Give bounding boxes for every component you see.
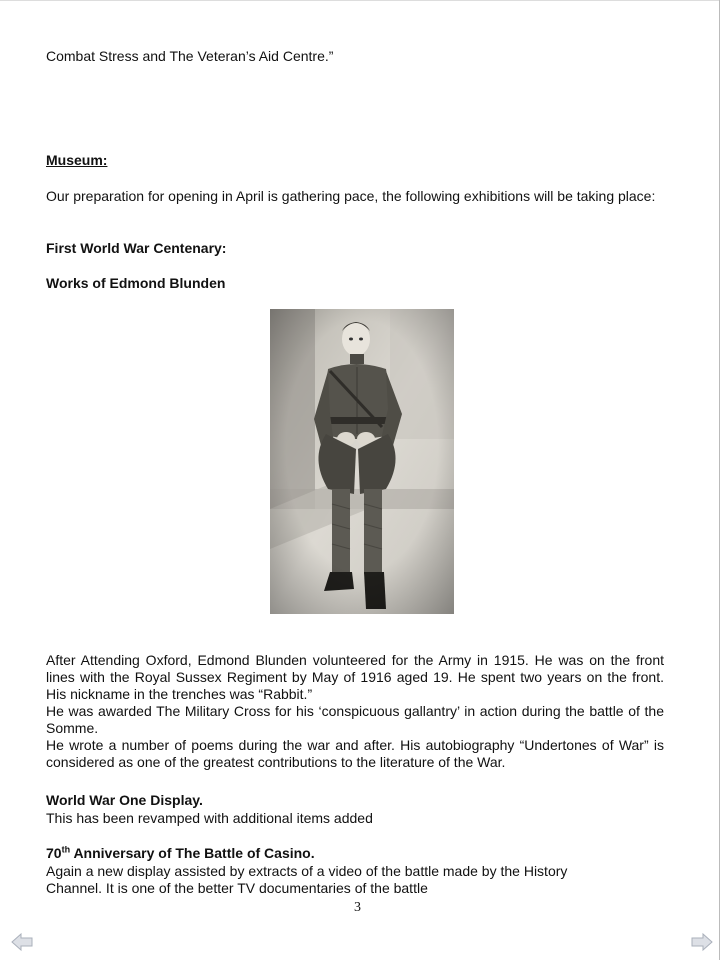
bio-paragraph-1: After Attending Oxford, Edmond Blunden volunteered for the Army in 1915. He was on the front lines with the Royal Sussex Regiment by May of 1916 aged 19. He spent two years on the front. His nickname in the trenches was “Rabbit.” xyxy=(46,652,664,702)
museum-paragraph: Our preparation for opening in April is gathering pace, the following exhibitions will be taking place: xyxy=(46,188,656,204)
centenary-heading: First World War Centenary: xyxy=(46,240,227,256)
page-number: 3 xyxy=(354,900,361,915)
display-heading: World War One Display. xyxy=(46,792,203,808)
museum-heading: Museum: xyxy=(46,152,108,168)
blunden-biography xyxy=(46,652,664,771)
blunden-heading: Works of Edmond Blunden xyxy=(46,275,226,291)
casino-heading-text: Anniversary of The Battle of Casino. xyxy=(70,845,315,861)
display-text: This has been revamped with additional items added xyxy=(46,810,373,826)
blunden-portrait-photo xyxy=(270,309,454,614)
bio-paragraph-2: He was awarded The Military Cross for his ‘conspicuous gallantry’ in action during the battle of the Somme. xyxy=(46,703,664,736)
intro-line: Combat Stress and The Veteran’s Aid Centre.” xyxy=(46,48,334,64)
arrow-left-icon[interactable] xyxy=(10,932,34,952)
casino-heading-number: 70 xyxy=(46,845,62,861)
casino-text xyxy=(46,863,664,897)
casino-text-line-2: Channel. It is one of the better TV documentaries of the battle xyxy=(46,880,428,896)
page-top-edge xyxy=(0,0,720,1)
bio-paragraph-3: He wrote a number of poems during the war and after. His autobiography “Undertones of War” is considered as one of the greatest contributions to the literature of the War. xyxy=(46,737,664,770)
casino-text-line-1: Again a new display assisted by extracts of a video of the battle made by the History xyxy=(46,863,568,879)
casino-heading-ordinal: th xyxy=(61,844,71,855)
casino-heading xyxy=(46,845,315,862)
arrow-right-icon[interactable] xyxy=(690,932,714,952)
